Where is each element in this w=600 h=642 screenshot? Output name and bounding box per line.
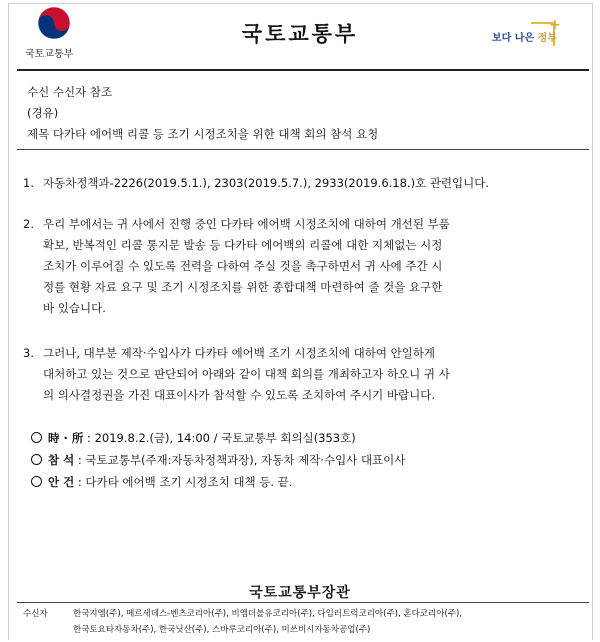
plus-icon: + [549,17,561,33]
paragraph-line: 그러나, 대부분 제작·수입사가 다카타 에어백 조기 시정조치에 대하여 안일하게 [43,346,436,360]
sender-name: 국토교통부장관 [249,585,351,601]
circle-bullet-icon [31,454,42,465]
ministry-name-small: 국토교통부 [25,49,74,60]
via-line: (경유) [27,106,59,120]
item-value: : 2019.8.2.(금), 14:00 / 국토교통부 회의실(353호) [87,431,356,445]
paragraph-number: 2. [23,217,34,231]
paragraph-line: 바 있습니다. [43,301,106,315]
item-label: 안 건 [48,475,75,489]
recipient-line: 수신 수신자 참조 [27,85,113,99]
slogan-sub: 정부 [537,33,557,44]
paragraph-line: 자동차정책과-2226(2019.5.1.), 2303(2019.5.7.), 2933(2019.6.18.)호 관련입니다. [43,176,490,190]
item-value: : 국토교통부(주재:자동차정책과장), 자동차 제작·수입사 대표이사 [77,453,406,467]
slogan-logo [492,29,557,44]
paragraph-line: 우리 부에서는 귀 사에서 진행 중인 다카타 에어백 시정조치에 대하여 개선된 부품 [43,217,450,231]
footer-divider [17,602,589,603]
paragraph-line: 확보, 반복적인 리콜 통지문 발송 등 다카타 에어백의 리콜에 대한 지체없는 시정 [43,238,443,252]
circle-bullet-icon [31,432,42,443]
circle-bullet-icon [31,476,42,487]
page-title: 국토교통부 [241,22,359,46]
list-item-time-place [31,430,356,446]
item-value: : 다카타 에어백 조기 시정조치 대책 등. 끝. [77,475,293,489]
paragraph-line: 정를 현황 자료 요구 및 조기 시정조치를 위한 종합대책 마련하여 줄 것을 요구한 [43,280,443,294]
paragraph-number: 1. [23,176,34,190]
paragraph-number: 3. [23,346,34,360]
list-item-attendees [31,452,405,468]
paragraph-line: 의 의사결정권을 가진 대표이사가 참석할 수 있도록 조치하여 주시기 바랍니다. [43,388,436,402]
paragraph-line: 조치가 이루어질 수 있도록 전력을 다하여 주실 것을 촉구하면서 귀 사에 주간 시 [43,259,443,273]
list-item-agenda [31,474,292,490]
item-label: 참 석 [48,453,75,467]
paragraph-line: 대처하고 있는 것으로 판단되어 아래와 같이 대책 회의를 개최하고자 하오니 귀 사 [43,367,450,381]
recipients-line: 한국토요타자동차(주), 한국닛산(주), 스바루코리아(주), 미쓰비시자동차공업(주) [73,625,371,635]
subject-line: 제목 다카타 에어백 리콜 등 조기 시정조치을 위한 대책 회의 참석 요청 [27,127,379,141]
recipients-label: 수신자 [23,609,48,619]
recipients-line: 한국지엠(주), 메르세데스-벤츠코리아(주), 비엠더블유코리아(주), 다임러트럭코리아(주), 혼다코리아(주), [73,609,462,619]
item-label: 時 · 所 [48,431,84,445]
slogan-main: 보다 나은 [492,33,535,44]
subject-divider [17,149,589,150]
header-divider [17,69,589,71]
